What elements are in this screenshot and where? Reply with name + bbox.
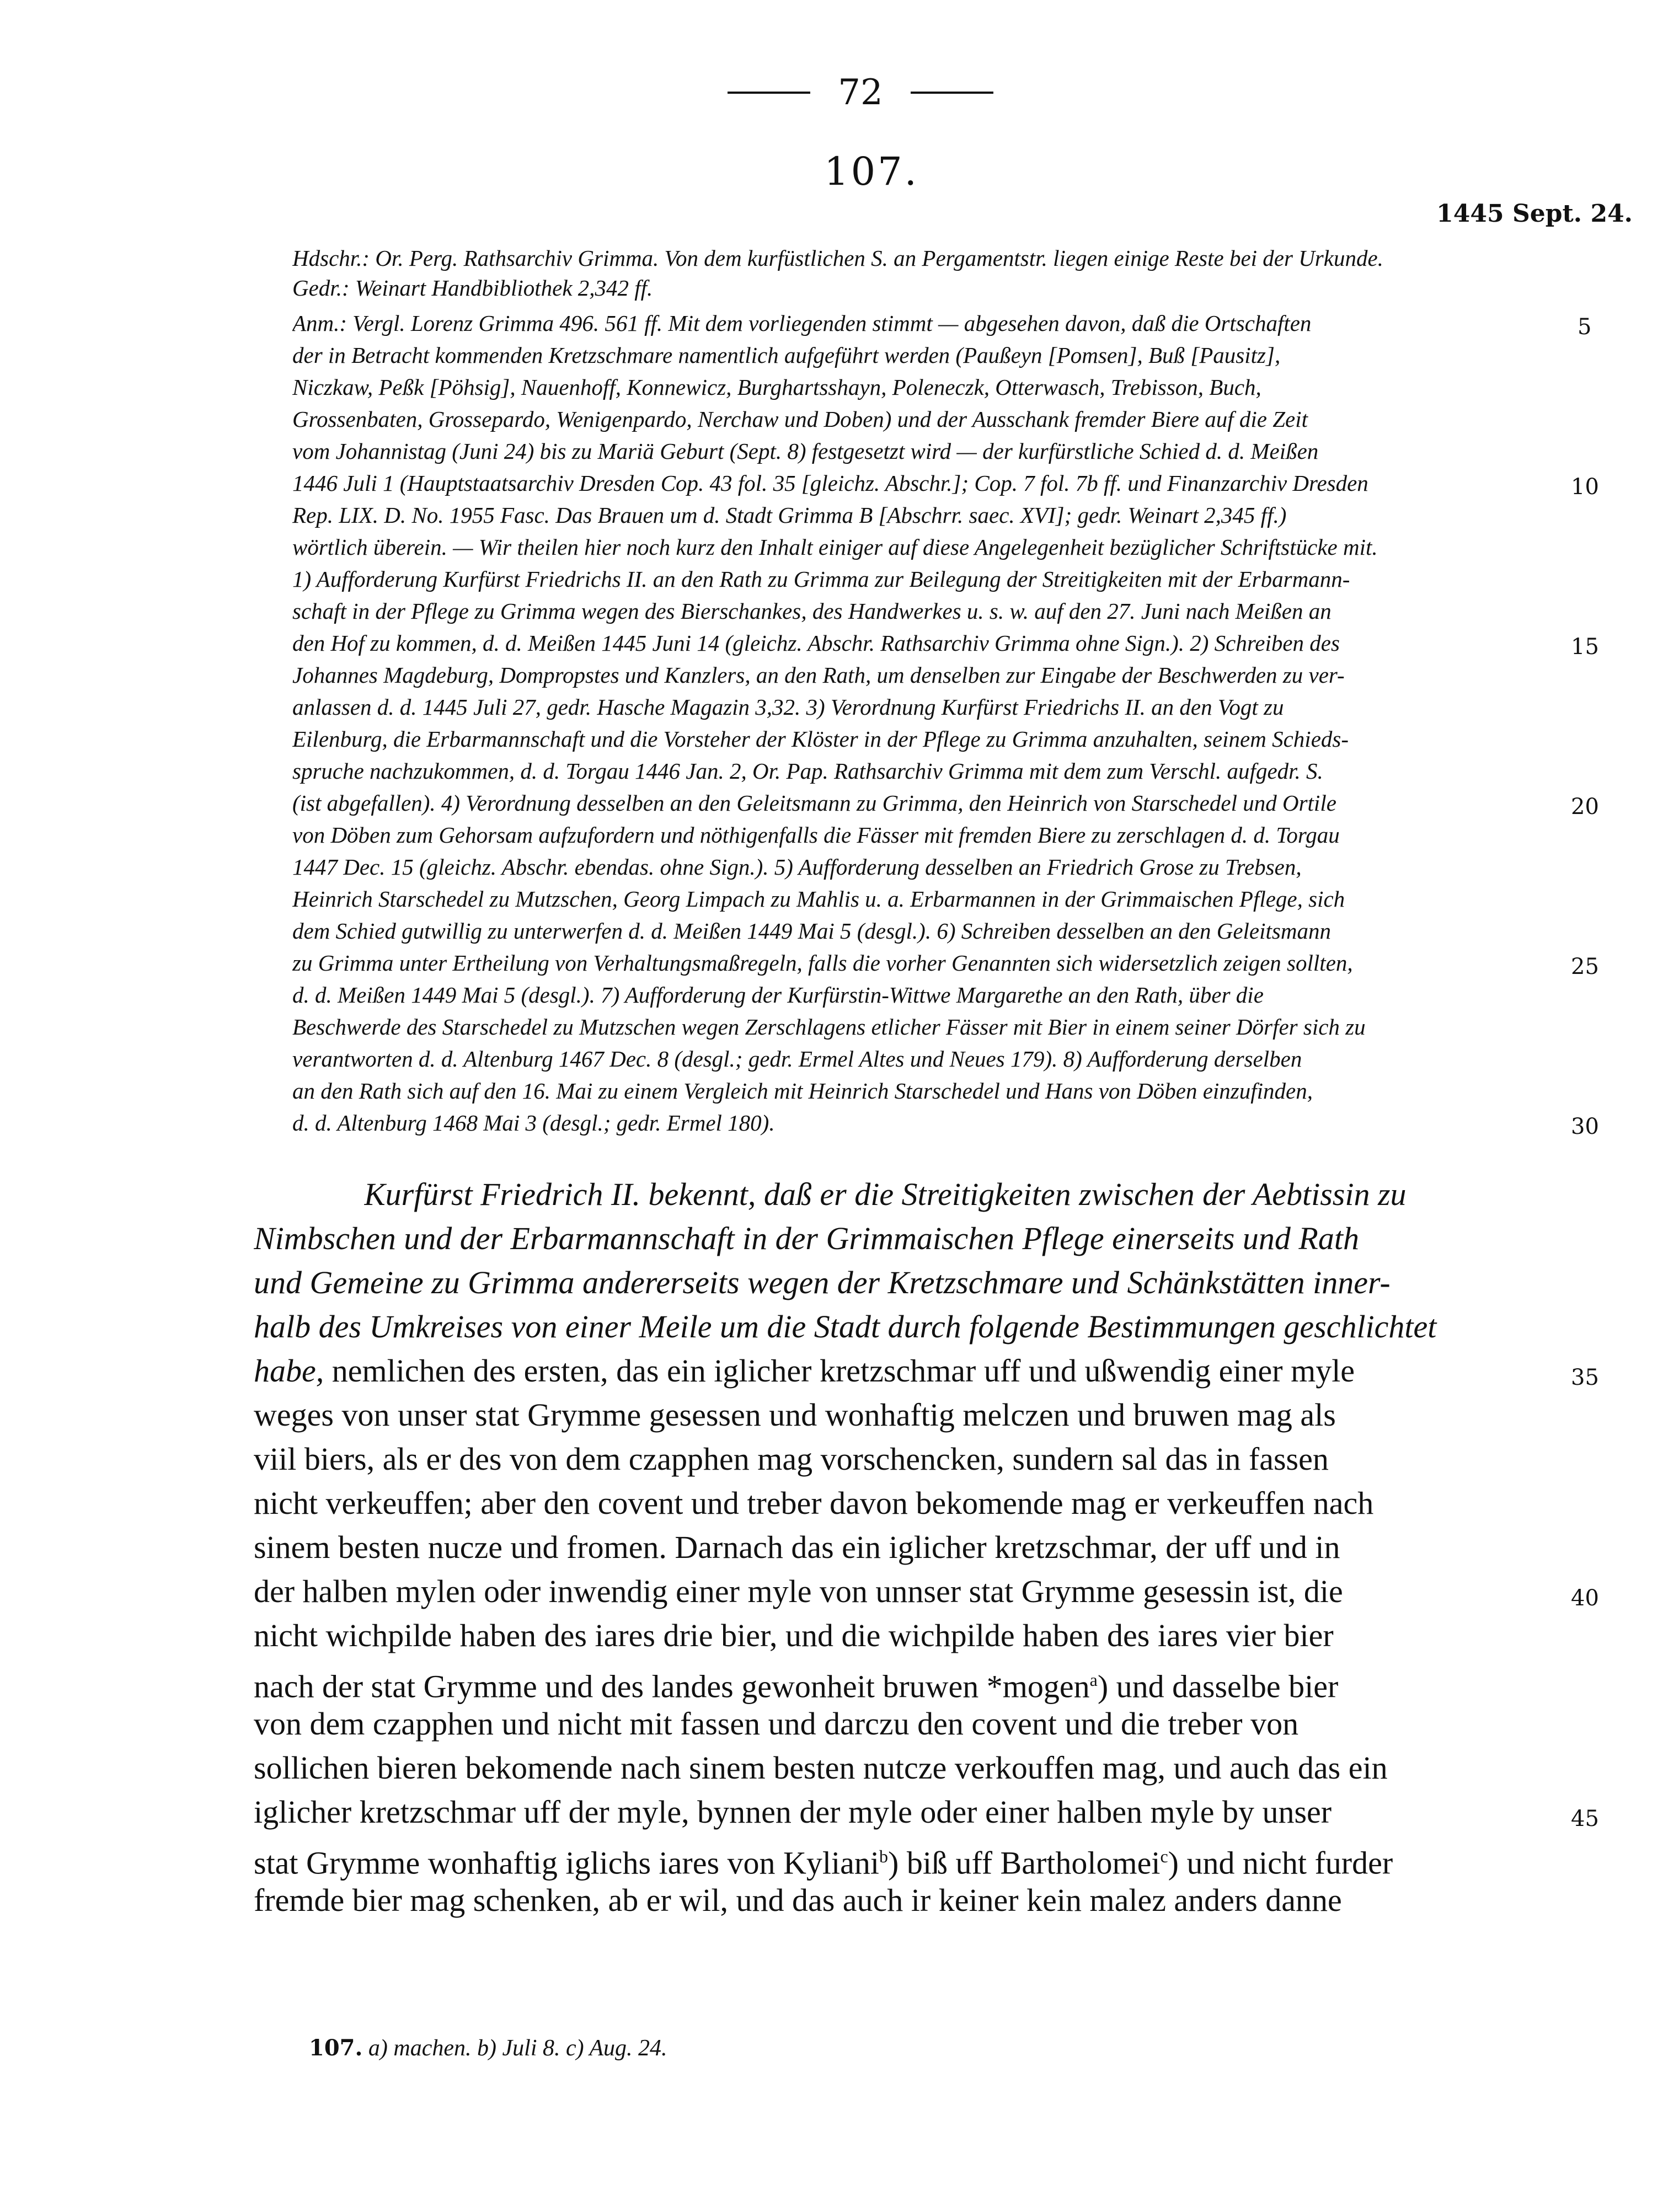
apparatus-line: Rep. LIX. D. No. 1955 Fasc. Das Brauen um d. Stadt Grimma B [Abschrr. saec. XVI]; gedr. Weinart 2,345 ff.) [292,502,1287,528]
summary-line: und Gemeine zu Grimma andererseits wegen der Kretzschmare und Schänkstätten inner- [254,1265,1391,1300]
text-line: weges von unser stat Grymme gesessen und wonhaftig melczen und bruwen mag als [254,1397,1336,1433]
line-number: 20 [1571,794,1599,820]
header-rule-left [728,92,810,94]
text-line: sollichen bieren bekomende nach sinem besten nutcze verkouffen mag, und auch das ein [254,1750,1388,1786]
document-date: 1445 Sept. 24. [1436,200,1633,228]
apparatus-line: anlassen d. d. 1445 Juli 27, gedr. Hasche Magazin 3,32. 3) Verordnung Kurfürst Friedrichs II. an den Vogt zu [292,694,1284,720]
text-line-start: nemlichen des ersten, das ein iglicher kretzschmar uff und ußwendig einer myle [331,1353,1355,1389]
text-segment: ) biß uff Bartholomei [888,1845,1161,1881]
footnote [309,2035,971,2061]
text-line: iglicher kretzschmar uff der myle, bynnen der myle oder einer halben myle by unser [254,1794,1332,1830]
page-number: 72 [838,72,883,113]
apparatus-line: der in Betracht kommenden Kretzschmare namentlich aufgeführt werden (Paußeyn [Pomsen], Buß [Pausitz], [292,342,1281,368]
apparatus-line: Grossenbaten, Grossepardo, Wenigenpardo, Nerchaw und Doben) und der Ausschank fremder Biere auf die Zeit [292,406,1308,432]
summary-line: Kurfürst Friedrich II. bekennt, daß er die Streitigkeiten zwischen der Aebtissin zu [364,1176,1407,1212]
footnote-marker: c [1160,1846,1168,1866]
apparatus-line: dem Schied gutwillig zu unterwerfen d. d. Meißen 1449 Mai 5 (desgl.). 6) Schreiben desselben an den Geleitsmann [292,918,1331,944]
apparatus-line: Gedr.: Weinart Handbibliothek 2,342 ff. [292,275,653,301]
apparatus-line: d. d. Altenburg 1468 Mai 3 (desgl.; gedr. Ermel 180). [292,1110,775,1136]
apparatus-line: Eilenburg, die Erbarmannschaft und die Vorsteher der Klöster in der Pflege zu Grimma anzuhalten, seinem Schieds- [292,726,1349,752]
apparatus-line: den Hof zu kommen, d. d. Meißen 1445 Juni 14 (gleichz. Abschr. Rathsarchiv Grimma ohne Sign.). 2) Schreiben des [292,630,1340,656]
apparatus-line: Johannes Magdeburg, Dompropstes und Kanzlers, an den Rath, um denselben zur Eingabe der Beschwerden zu ver- [292,662,1345,688]
line-number: 5 [1578,314,1592,340]
line-number: 45 [1571,1806,1599,1831]
summary-line: Nimbschen und der Erbarmannschaft in der Grimmaischen Pflege einerseits und Rath [254,1220,1359,1256]
text-segment: ) und dasselbe bier [1097,1668,1339,1705]
apparatus-line: wörtlich überein. — Wir theilen hier noch kurz den Inhalt einiger auf diese Angelegenheit bezüglicher Schriftstücke mit. [292,534,1378,560]
apparatus-line: schaft in der Pflege zu Grimma wegen des Bierschankes, des Handwerkes u. s. w. auf den 27. Juni nach Meißen an [292,598,1332,624]
line-number: 30 [1571,1114,1599,1139]
apparatus-line: Hdschr.: Or. Perg. Rathsarchiv Grimma. Von dem kurfüstlichen S. an Pergamentstr. liegen einige Reste bei der Urkunde. [292,245,1383,271]
text-line: sinem besten nucze und fromen. Darnach das ein iglicher kretzschmar, der uff und in [254,1529,1340,1565]
footnote-marker: a [1089,1670,1098,1690]
text-line: fremde bier mag schenken, ab er wil, und das auch ir keiner kein malez anders danne [254,1882,1342,1918]
apparatus-line: zu Grimma unter Ertheilung von Verhaltungsmaßregeln, falls die vorher Genannten sich widersetzlich zeigen sollten, [292,950,1353,976]
page-header [717,65,1004,120]
apparatus-line: verantworten d. d. Altenburg 1467 Dec. 8 (desgl.; gedr. Ermel Altes und Neues 179). 8) Aufforderung derselben [292,1046,1302,1072]
line-number: 35 [1571,1365,1599,1390]
line-number: 10 [1571,474,1599,500]
header-rule-right [911,92,993,94]
apparatus-line: 1446 Juli 1 (Hauptstaatsarchiv Dresden Cop. 43 fol. 35 [gleichz. Abschr.]; Cop. 7 fol. 7b ff. und Finanzarchiv Dresden [292,470,1368,496]
line-number: 15 [1571,634,1599,660]
text-line: der halben mylen oder inwendig einer myle von unnser stat Grymme gesessin ist, die [254,1573,1343,1609]
line-number: 25 [1571,954,1599,979]
document-number: 107. [824,149,919,194]
text-segment: ) und nicht furder [1168,1845,1393,1881]
text-segment: stat Grymme wonhaftig iglichs iares von Kyliani [254,1845,880,1881]
apparatus-line: d. d. Meißen 1449 Mai 5 (desgl.). 7) Aufforderung der Kurfürstin-Wittwe Margarethe an den Rath, über die [292,982,1264,1008]
text-line: viil biers, als er des von dem czapphen mag vorschencken, sundern sal das in fassen [254,1441,1329,1477]
apparatus-line: an den Rath sich auf den 16. Mai zu einem Vergleich mit Heinrich Starschedel und Hans von Döben einzufinden, [292,1078,1313,1104]
apparatus-line: (ist abgefallen). 4) Verordnung desselben an den Geleitsmann zu Grimma, den Heinrich von Starschedel und Ortile [292,790,1336,816]
text-segment: nach der stat Grymme und des landes gewonheit bruwen *mogen [254,1668,1090,1705]
line-number: 40 [1571,1586,1599,1611]
footnote-number: 107. [309,2035,363,2061]
apparatus-line: Niczkaw, Peßk [Pöhsig], Nauenhoff, Konnewicz, Burghartsshayn, Poleneczk, Otterwasch, Trebisson, Buch, [292,374,1261,400]
apparatus-line: Anm.: Vergl. Lorenz Grimma 496. 561 ff. Mit dem vorliegenden stimmt — abgesehen davon, daß die Ortschaften [292,310,1312,336]
text-line: nicht wichpilde haben des iares drie bier, und die wichpilde haben des iares vier bier [254,1618,1334,1653]
text-line: von dem czapphen und nicht mit fassen und darczu den covent und die treber von [254,1706,1299,1742]
footnote-text: a) machen. b) Juli 8. c) Aug. 24. [362,2036,667,2061]
footnote-marker: b [879,1846,889,1866]
text-line: nicht verkeuffen; aber den covent und treber davon bekomende mag er verkeuffen nach [254,1485,1374,1521]
apparatus-line: vom Johannistag (Juni 24) bis zu Mariä Geburt (Sept. 8) festgesetzt wird — der kurfürstliche Schied d. d. Meißen [292,438,1319,464]
apparatus-line: Beschwerde des Starschedel zu Mutzschen wegen Zerschlagens etlicher Fässer mit Bier in einem seiner Dörfer sich zu [292,1014,1366,1040]
summary-line: halb des Umkreises von einer Meile um die Stadt durch folgende Bestimmungen geschlichtet [254,1309,1437,1345]
apparatus-line: 1447 Dec. 15 (gleichz. Abschr. ebendas. ohne Sign.). 5) Aufforderung desselben an Friedrich Grose zu Trebsen, [292,854,1302,880]
apparatus-line: 1) Aufforderung Kurfürst Friedrichs II. an den Rath zu Grimma zur Beilegung der Streitigkeiten mit der Erbarmann- [292,566,1350,592]
apparatus-line: von Döben zum Gehorsam aufzufordern und nöthigenfalls die Fässer mit fremden Biere zu zerschlagen d. d. Torgau [292,822,1340,848]
apparatus-line: spruche nachzukommen, d. d. Torgau 1446 Jan. 2, Or. Pap. Rathsarchiv Grimma mit dem zum Verschl. aufgedr. S. [292,758,1323,784]
summary-end: habe, [254,1353,324,1389]
apparatus-line: Heinrich Starschedel zu Mutzschen, Georg Limpach zu Mahlis u. a. Erbarmannen in der Grimmaischen Pflege, sich [292,886,1345,912]
